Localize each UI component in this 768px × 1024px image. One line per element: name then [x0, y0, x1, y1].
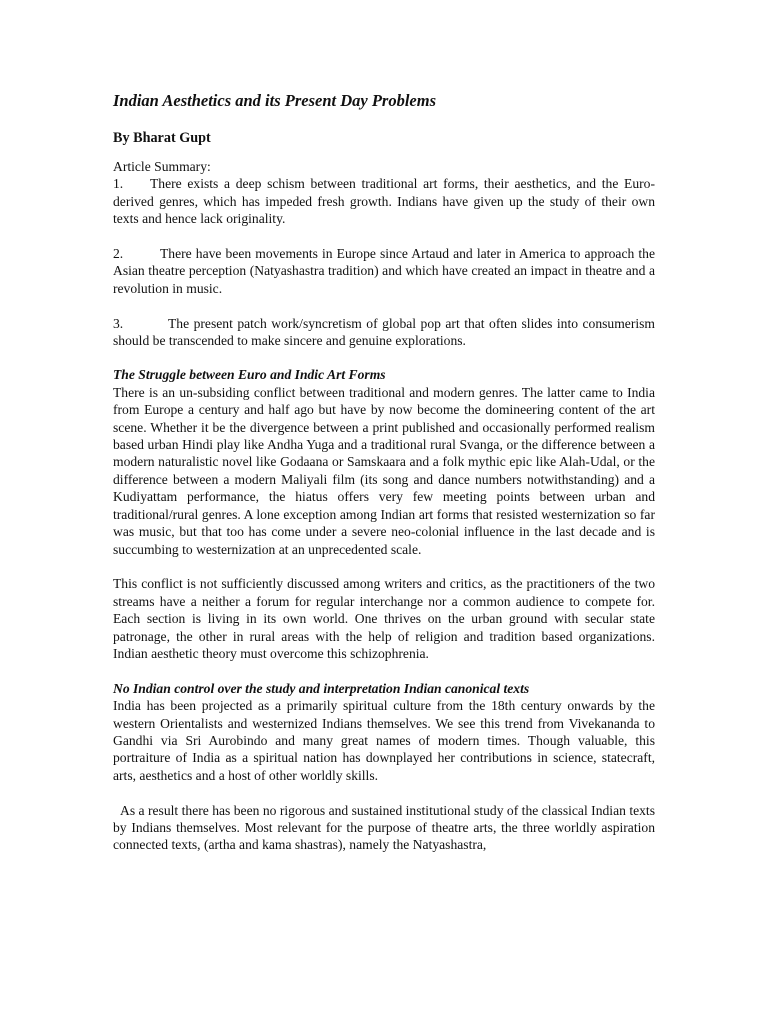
summary-item-number: 1.	[113, 176, 124, 192]
section-heading: The Struggle between Euro and Indic Art Forms	[113, 367, 386, 383]
summary-item	[113, 175, 655, 227]
body-paragraph: India has been projected as a primarily spiritual culture from the 18th century onwards by the western Orientalists and westernized Indians themselves. We see this trend from Vivekananda to Gandhi via Sri Aurobindo and many great names of modern times. Though valuable, this portraiture of India as a spiritual nation has downplayed her contributions in science, statecraft, arts, aesthetics and a host of other worldly skills.	[113, 698, 655, 783]
summary-list	[113, 175, 655, 349]
summary-item-number: 3.	[113, 315, 124, 331]
document-page	[113, 90, 655, 871]
summary-item	[113, 315, 655, 350]
document-title: Indian Aesthetics and its Present Day Problems	[113, 91, 436, 110]
summary-item-text: There have been movements in Europe since Artaud and later in America to approach the Asian theatre perception (Natyashastra tradition) and which have created an impact in theatre and a revolution in music.	[113, 246, 655, 296]
body-paragraph: This conflict is not sufficiently discussed among writers and critics, as the practitioners of the two streams have a neither a forum for regular interchange nor a common audience to compete for. Each section is living in its own world. One thrives on the urban ground with secular state patronage, the other in rural areas with the help of religion and tradition based organizations. Indian aesthetic theory must overcome this schizophrenia.	[113, 576, 655, 661]
summary-item-number: 2.	[113, 246, 124, 262]
author-byline: By Bharat Gupt	[113, 130, 211, 146]
summary-item-text: The present patch work/syncretism of global pop art that often slides into consumerism should be transcended to make sincere and genuine explorations.	[113, 315, 655, 349]
section-heading: No Indian control over the study and interpretation Indian canonical texts	[113, 680, 530, 696]
body-paragraph: As a result there has been no rigorous and sustained institutional study of the classical Indian texts by Indians themselves. Most relevant for the purpose of theatre arts, the three worldly aspiration connected texts, (artha and kama shastras), namely the Natyashastra,	[113, 802, 655, 853]
summary-item-text: There exists a deep schism between traditional art forms, their aesthetics, and the Euro-derived genres, which has impeded fresh growth. Indians have given up the study of their own texts and hence lack originality.	[113, 176, 655, 227]
section-euro-indic-struggle	[113, 366, 655, 662]
summary-item	[113, 245, 655, 297]
summary-label: Article Summary:	[113, 159, 211, 174]
body-paragraph: There is an un-subsiding conflict between traditional and modern genres. The latter came to India from Europe a century and half ago but have by now become the domineering content of the art scene. Whether it be the divergence between a print published and occasionally performed realism based urban Hindi play like Andha Yuga and a traditional rural Svanga, or the difference between a modern naturalistic novel like Godaana or Samskaara and a folk mythic epic like Alah-Udal, or the difference between a modern Maliyali film (its song and dance numbers notwithstanding) and a Kudiyattam performance, the hiatus offers very few meeting points between urban and traditional/rural genres. A lone exception among Indian art forms that resisted westernization so far was music, but that too has come under a severe neo-colonial influence in the last decade and is succumbing to westernization at an unprecedented scale.	[113, 384, 655, 557]
section-canonical-texts	[113, 680, 655, 854]
